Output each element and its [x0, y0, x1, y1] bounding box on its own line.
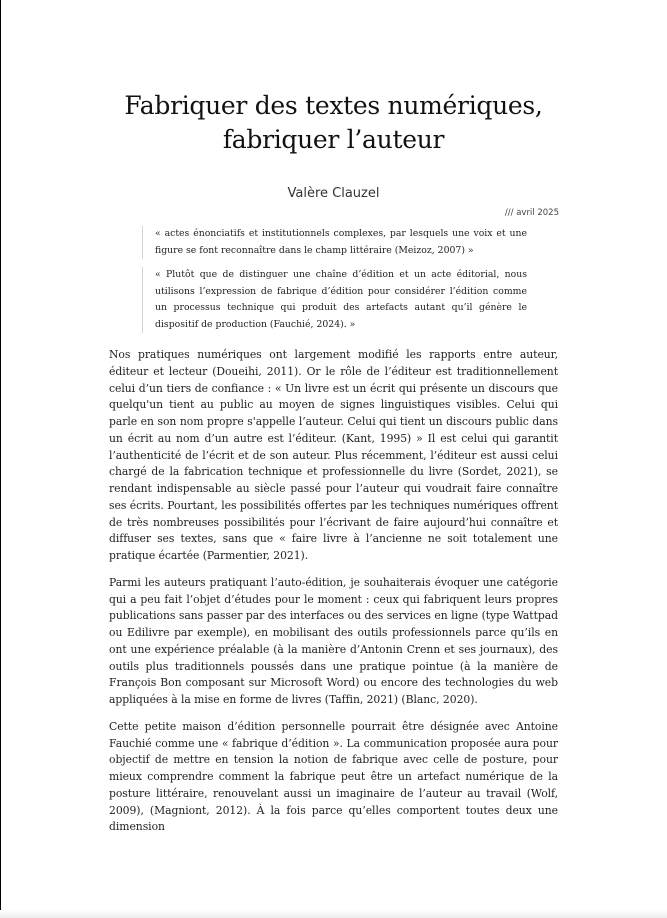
epigraph-quote: « Plutôt que de distinguer une chaîne d’édition et un acte éditorial, nous utilisons l’expression de fabrique d’édition pour considérer l’édition comme un processus technique qui produit des artefacts autant qu’il génère le dispositif de production (Fauchié, 2024). » [142, 267, 527, 333]
page-left-edge [0, 0, 1, 918]
paragraph: Nos pratiques numériques ont largement modifié les rapports entre auteur, éditeur et lecteur (Doueihi, 2011). Or le rôle de l’éditeur est traditionnellement celui d’un tiers de confiance : « Un livre est un écrit qui présente un discours que quelqu'un tient au public au moyen de signes linguistiques visibles. Celui qui parle en son nom propre s'appelle l’auteur. Celui qui tient un discours public dans un écrit au nom d’un autre est l’éditeur. (Kant, 1995) » Il est celui qui garantit l’authenticité de l’écrit et de son auteur. Plus récemment, l’éditeur est aussi celui chargé de la fabrication technique et professionnelle du livre (Sordet, 2021), se rendant indispensable au siècle passé pour l’auteur qui voudrait faire connaître ses écrits. Pourtant, les possibilités offertes par les techniques numériques offrent de très nombreuses possibilités pour l’écrivant de faire aujourd’hui connaître et diffuser ses textes, sans que « faire livre à l’ancienne ne soit totalement une pratique écartée (Parmentier, 2021). [109, 348, 558, 562]
document-date: /// avril 2025 [504, 208, 559, 218]
epigraph-quote: « actes énonciatifs et institutionnels complexes, par lesquels une voix et une figure se font reconnaître dans le champ littéraire (Meizoz, 2007) » [142, 226, 527, 259]
paragraph: Cette petite maison d’édition personnelle pourrait être désignée avec Antoine Fauchié comme une « fabrique d’édition ». La communication proposée aura pour objectif de mettre en tension la notion de fabrique avec celle de posture, pour mieux comprendre comment la fabrique peut être un artefact numérique de la posture littéraire, renouvelant aussi un imaginaire de l’auteur au travail (Wolf, 2009), (Magniont, 2012). À la fois parce qu’elles comportent toutes deux une dimension [109, 719, 558, 834]
document-title: Fabriquer des textes numériques, fabriquer l’auteur [124, 91, 543, 154]
document-author: Valère Clauzel [287, 186, 380, 201]
page-bottom-shadow [0, 910, 667, 918]
paragraph: Parmi les auteurs pratiquant l’auto-édition, je souhaiterais évoquer une catégorie qui a peu fait l’objet d’études pour le moment : ceux qui fabriquent leurs propres publications sans passer par des interfaces ou des services en ligne (type Wattpad ou Edilivre par exemple), en mobilisant des outils professionnels parce qu’ils en ont une expérience préalable (à la manière d’Antonin Crenn et ses journaux), des outils plus traditionnels poussés dans une pratique pointue (à la manière de François Bon composant sur Microsoft Word) ou encore des technologies du web appliquées à la mise en forme de livres (Taffin, 2021) (Blanc, 2020). [109, 575, 558, 706]
epigraphs [142, 226, 527, 341]
body-text [109, 347, 558, 846]
